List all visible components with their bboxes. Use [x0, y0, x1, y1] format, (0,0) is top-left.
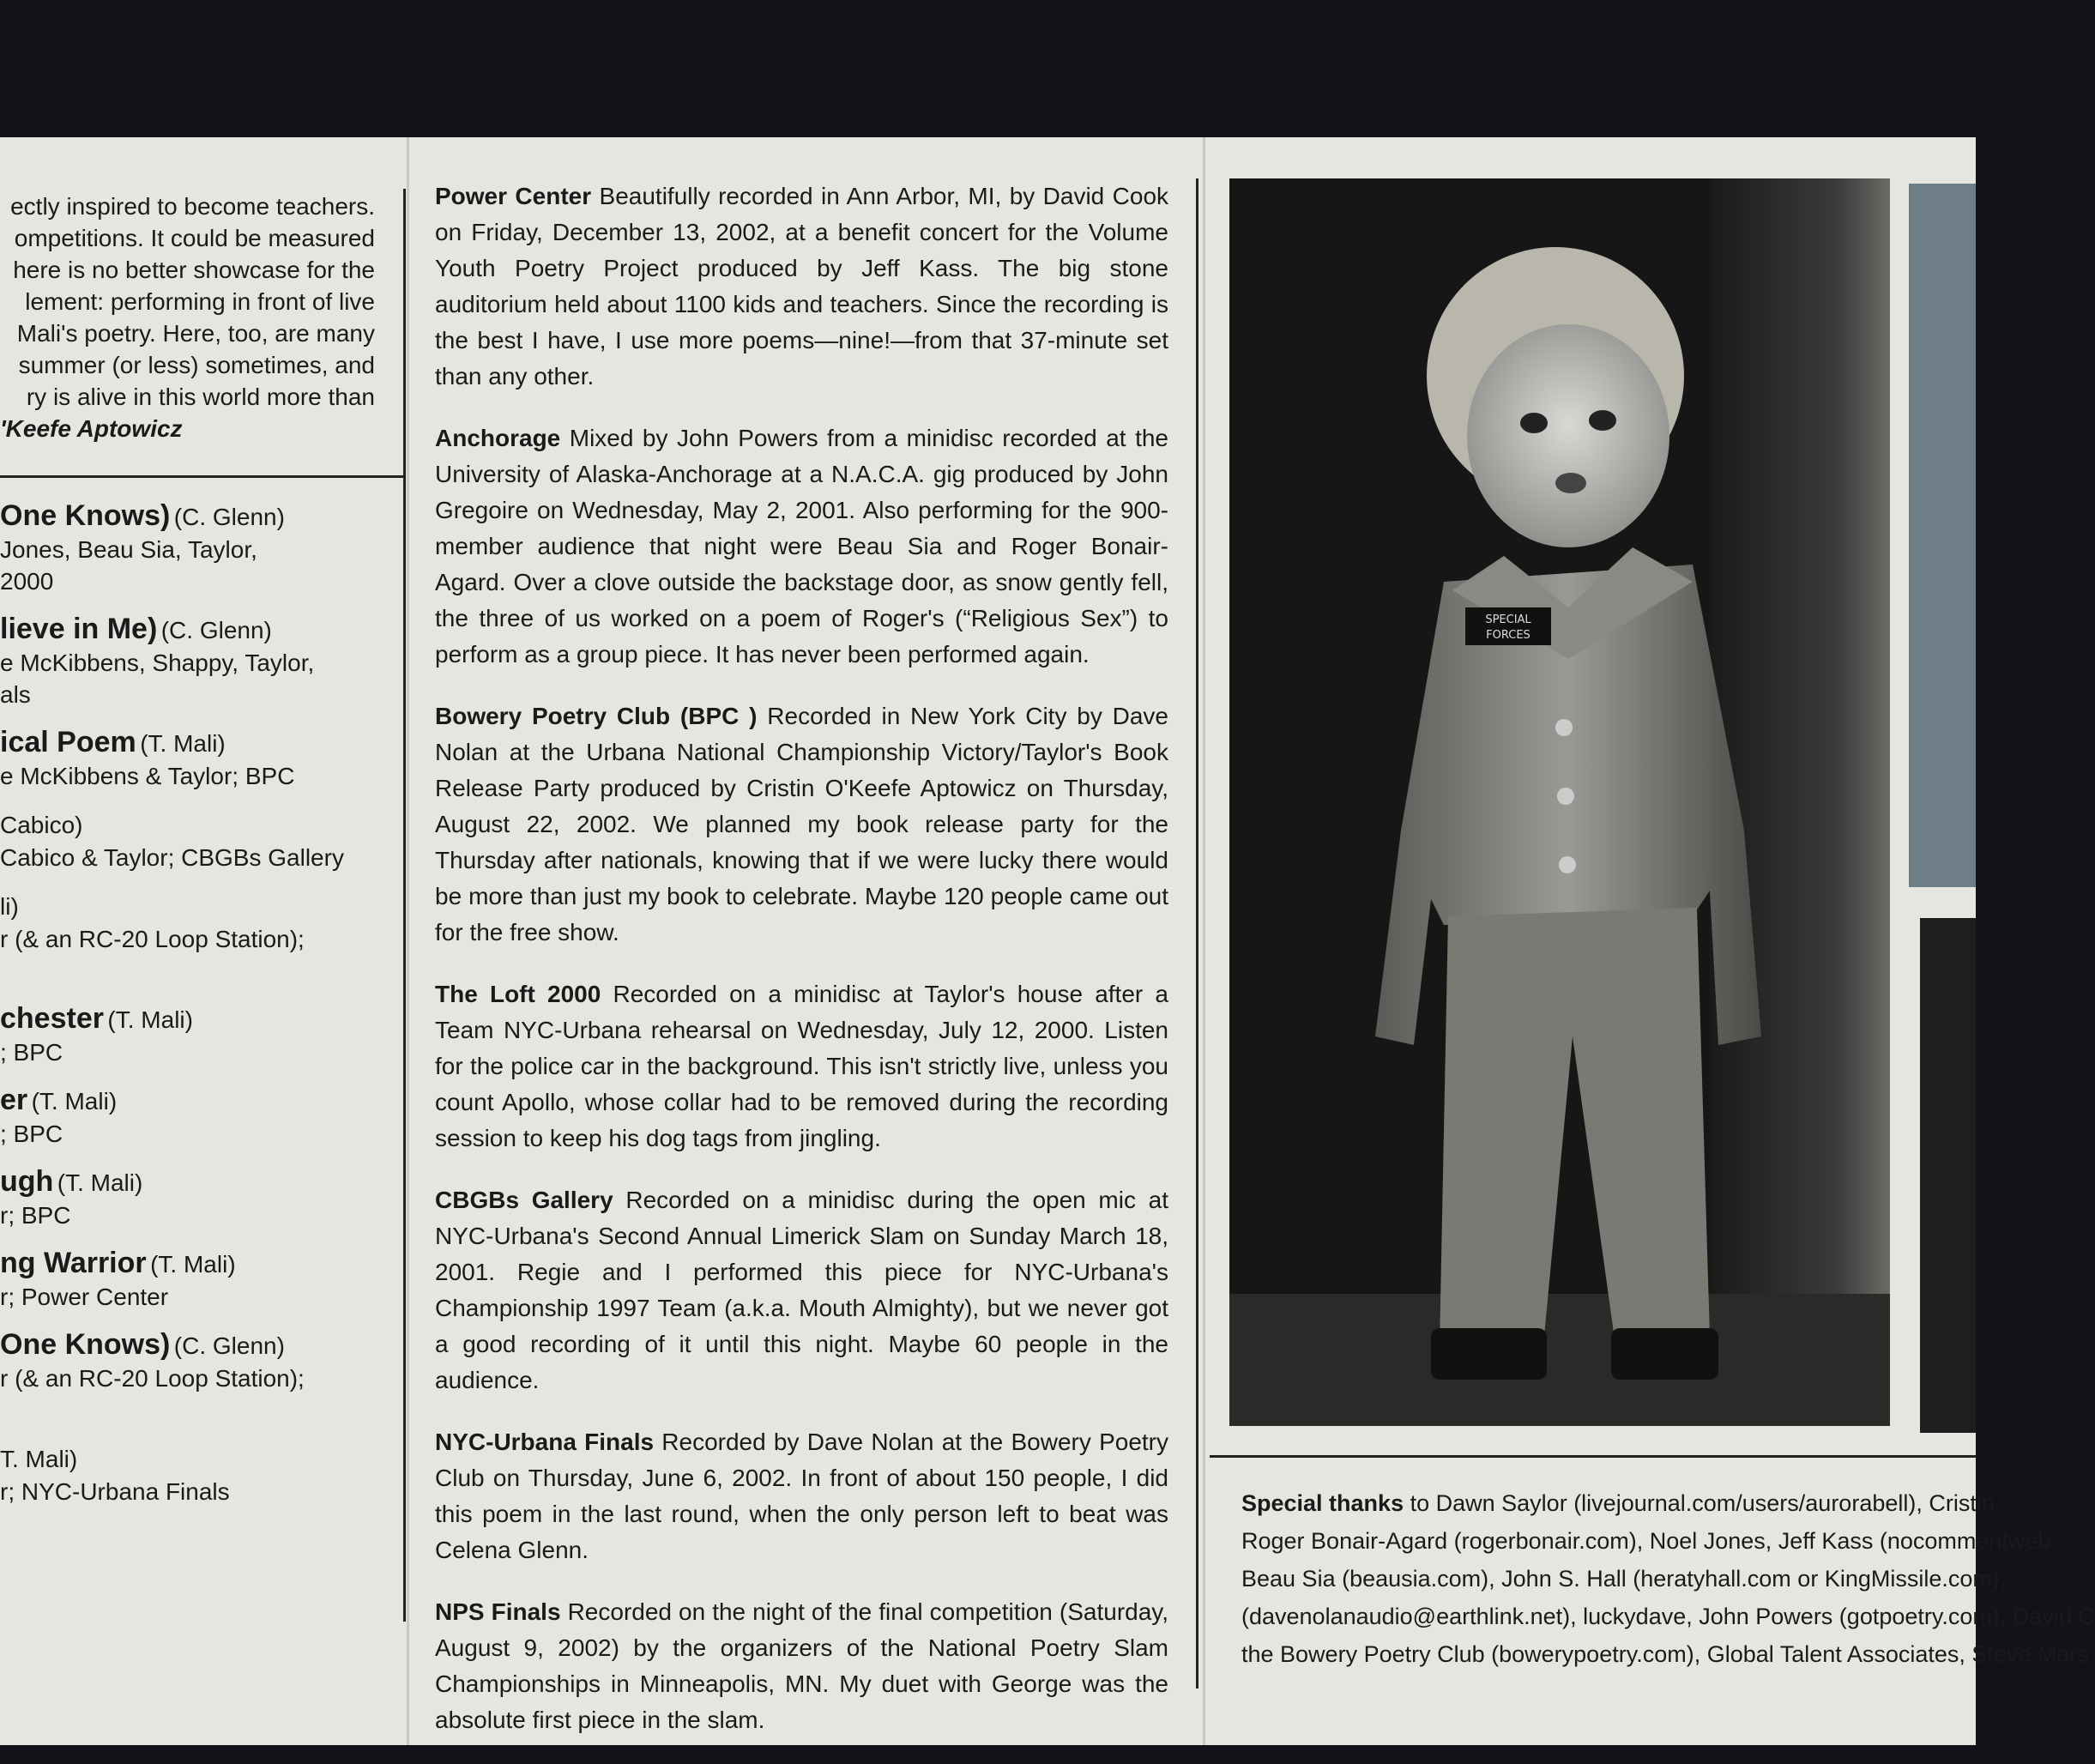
track-title: chester — [0, 1002, 104, 1035]
track-entry — [0, 1245, 399, 1313]
track-performers: r (& an RC-20 Loop Station); — [0, 926, 305, 952]
track-title: One Knows) — [0, 499, 171, 532]
track-title: ical Poem — [0, 726, 136, 758]
intro-author: 'Keefe Aptowicz — [0, 415, 183, 442]
thanks-line: to Dawn Saylor (livejournal.com/users/aurorabell), Cristin — [1410, 1490, 1995, 1516]
column-divider-left — [403, 189, 406, 1622]
intro-divider — [0, 475, 403, 478]
thanks-divider — [1210, 1455, 1976, 1458]
track-title: One Knows) — [0, 1328, 171, 1361]
intro-line: ectly inspired to become teachers. — [10, 193, 375, 220]
track-composer: Cabico) — [0, 812, 83, 838]
venue-name: Power Center — [435, 183, 592, 209]
track-title: ugh — [0, 1165, 54, 1198]
track-performers: e McKibbens, Shappy, Taylor, — [0, 649, 315, 676]
venue-name: NPS Finals — [435, 1598, 561, 1625]
track-composer: (C. Glenn) — [160, 617, 272, 643]
venue-description: Beautifully recorded in Ann Arbor, MI, by David Cook on Friday, December 13, 2002, at a benefit concert for the Volume Youth Poetry Project produced by Jeff Kass. The big stone auditorium held about 1100 kids and teachers. Since the recording is the best I have, I use more poems—nine!—from that 37-minute set than any other. — [435, 183, 1169, 390]
track-list — [0, 498, 399, 1521]
track-composer: (C. Glenn) — [173, 1332, 285, 1359]
track-composer: li) — [0, 893, 19, 920]
track-performers: r; Power Center — [0, 1284, 169, 1310]
track-entry — [0, 498, 399, 597]
track-performers: r; BPC — [0, 1202, 71, 1229]
special-thanks — [1241, 1484, 2095, 1673]
track-performers: 2000 — [0, 568, 54, 595]
intro-line: lement: performing in front of live — [25, 288, 375, 315]
thanks-line: (davenolanaudio@earthlink.net), luckydave, John Powers (gotpoetry.com), David C — [1241, 1604, 2095, 1629]
track-entry — [0, 887, 399, 987]
intro-line: here is no better showcase for the — [13, 257, 375, 283]
intro-line: ry is alive in this world more than — [26, 384, 375, 410]
venue-description: Recorded on a minidisc at Taylor's house after a Team NYC-Urbana rehearsal on Wednesday, July 12, 2000. Listen for the police car in the background. This isn't strictly live, unless you count Apollo, whose collar had to be removed during the recording session to keep his dog tags from jingling. — [435, 981, 1168, 1151]
intro-line: ompetitions. It could be measured — [14, 225, 375, 251]
track-composer: (T. Mali) — [150, 1251, 236, 1278]
venue-note — [435, 976, 1168, 1157]
venue-description: Recorded by Dave Nolan at the Bowery Poetry Club on Thursday, June 6, 2002. In front of about 150 people, I did this poem in the last round, when the only person left to beat was Celena Glenn. — [435, 1429, 1168, 1563]
venue-description: Mixed by John Powers from a minidisc recorded at the University of Alaska-Anchorage at a N.A.C.A. gig produced by John Gregoire on Wednesday, May 2, 2001. Also performing for the 900-member audience that night were Beau Sia and Roger Bonair-Agard. Over a clove outside the backstage door, as snow gently fell, the three of us worked on a poem of Roger's (“Religious Sex”) to perform as a group piece. It has never been performed again. — [435, 425, 1168, 668]
venue-notes — [435, 178, 1168, 1764]
thanks-label: Special thanks — [1241, 1490, 1404, 1516]
track-performers: Jones, Beau Sia, Taylor, — [0, 536, 257, 563]
fold-crease-right — [1203, 137, 1205, 1745]
track-performers: als — [0, 681, 31, 708]
track-entry — [0, 611, 399, 710]
track-entry — [0, 1082, 399, 1150]
venue-note — [435, 698, 1168, 951]
intro-line: Mali's poetry. Here, too, are many — [16, 320, 375, 347]
venue-name: NYC-Urbana Finals — [435, 1429, 655, 1455]
track-title: er — [0, 1084, 28, 1116]
child-portrait-photo — [1229, 178, 1890, 1426]
thanks-line: the Bowery Poetry Club (bowerypoetry.com), Global Talent Associates, Steve Mars — [1241, 1641, 2089, 1667]
track-entry — [0, 1000, 399, 1068]
track-entry — [0, 1326, 399, 1426]
intro-text — [0, 190, 375, 444]
track-performers: Cabico & Taylor; CBGBs Gallery — [0, 844, 344, 871]
venue-note — [435, 1182, 1168, 1399]
track-title: lieve in Me) — [0, 613, 158, 645]
track-composer: (T. Mali) — [140, 730, 226, 757]
column-divider-right — [1196, 178, 1198, 1688]
venue-name: The Loft 2000 — [435, 981, 601, 1007]
track-performers: ; BPC — [0, 1039, 63, 1066]
track-performers — [0, 1394, 399, 1426]
cd-booklet-insert — [0, 137, 2095, 1745]
track-composer: T. Mali) — [0, 1446, 78, 1472]
track-entry — [0, 1440, 399, 1507]
child-portrait-illustration — [1229, 178, 1890, 1426]
venue-note — [435, 1594, 1168, 1738]
track-performers: r (& an RC-20 Loop Station); — [0, 1365, 305, 1392]
track-entry — [0, 806, 399, 873]
venue-name: Anchorage — [435, 425, 561, 451]
track-performers: r; NYC-Urbana Finals — [0, 1478, 230, 1505]
track-entry — [0, 1163, 399, 1231]
track-composer: (T. Mali) — [107, 1006, 193, 1033]
track-title: ng Warrior — [0, 1247, 147, 1279]
venue-description: Recorded in New York City by Dave Nolan at the Urbana National Championship Victory/Taylor's Book Release Party produced by Cristin O'Keefe Aptowicz on Thursday, August 22, 2002. We planned my book release party for the Thursday after nationals, knowing that if we were lucky there would be more than just my book to celebrate. Maybe 120 people came out for the free show. — [435, 703, 1168, 945]
venue-note — [435, 420, 1168, 673]
track-performers — [0, 955, 399, 987]
thanks-line: Beau Sia (beausia.com), John S. Hall (heratyhall.com or KingMissile.com), — [1241, 1566, 2007, 1592]
intro-line: summer (or less) sometimes, and — [18, 352, 375, 378]
venue-note — [435, 178, 1168, 395]
track-entry — [0, 724, 399, 792]
track-composer: (C. Glenn) — [173, 504, 285, 530]
patch-text-line2: FORCES — [1486, 629, 1530, 642]
fold-crease-left — [407, 137, 409, 1745]
venue-description: Recorded on a minidisc during the open mic at NYC-Urbana's Second Annual Limerick Slam on Sunday March 18, 2001. Regie and I performed this piece for NYC-Urbana's Championship 1997 Team (a.k.a. Mouth Almighty), but we never got a good recording of it until this night. Maybe 60 people in the audience. — [435, 1187, 1169, 1393]
venue-description: Recorded on the night of the final competition (Saturday, August 9, 2002) by the organizers of the National Poetry Slam Championships in Minneapolis, MN. My duet with George was the absolute first piece in the slam. — [435, 1598, 1168, 1733]
venue-note — [435, 1424, 1168, 1568]
track-performers: e McKibbens & Taylor; BPC — [0, 763, 295, 789]
venue-name: Bowery Poetry Club (BPC ) — [435, 703, 758, 729]
track-composer: (T. Mali) — [57, 1169, 143, 1196]
track-composer: (T. Mali) — [31, 1088, 118, 1115]
patch-text-line1: SPECIAL — [1485, 613, 1531, 626]
track-performers: ; BPC — [0, 1121, 63, 1147]
side-photo-bottom — [1920, 918, 1976, 1433]
thanks-line: Roger Bonair-Agard (rogerbonair.com), Noel Jones, Jeff Kass (nocommentweb. — [1241, 1528, 2057, 1554]
side-photo-top — [1909, 184, 1976, 887]
venue-name: CBGBs Gallery — [435, 1187, 613, 1213]
